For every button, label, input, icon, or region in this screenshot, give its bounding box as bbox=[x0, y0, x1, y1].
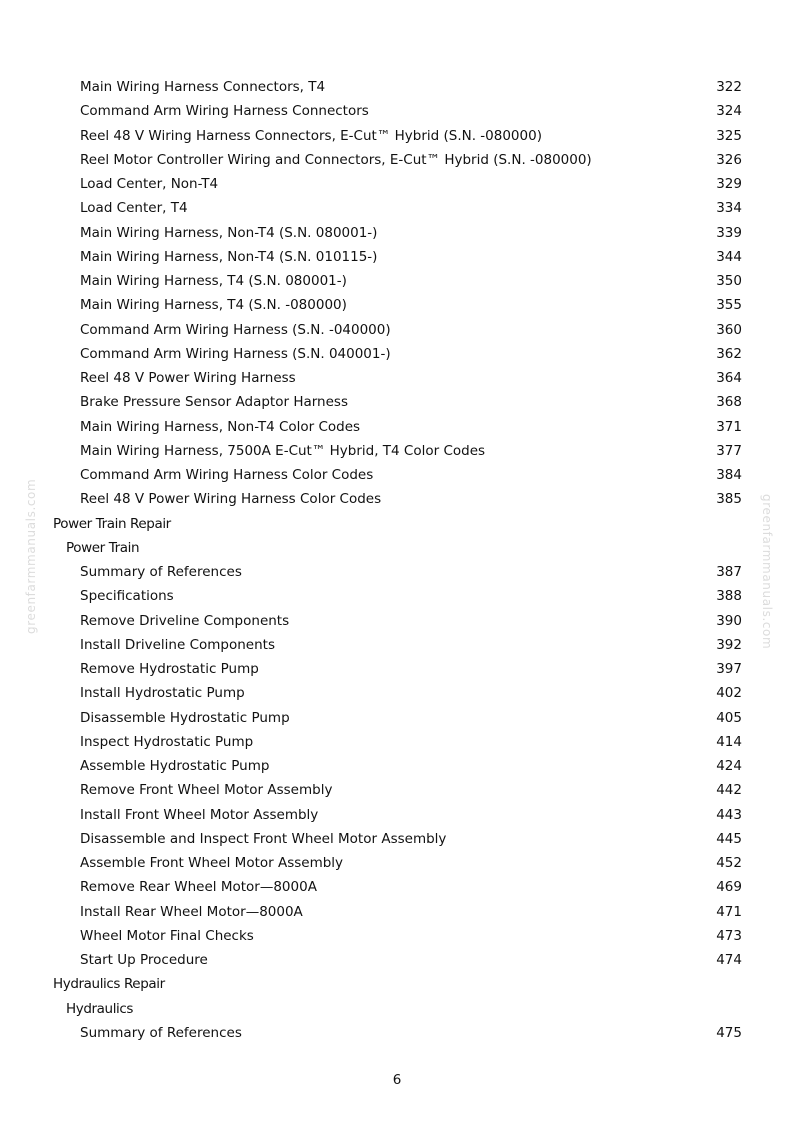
toc-entry[interactable] bbox=[0, 172, 794, 196]
toc-entry[interactable] bbox=[0, 1021, 794, 1045]
toc-entry-page: 339 bbox=[716, 224, 742, 241]
toc-entry-title: Remove Hydrostatic Pump bbox=[80, 661, 259, 677]
toc-entry[interactable] bbox=[0, 487, 794, 511]
toc-entry-page: 325 bbox=[716, 127, 742, 144]
toc-entry[interactable] bbox=[0, 196, 794, 220]
toc-entry-title: Main Wiring Harness, Non-T4 Color Codes bbox=[80, 418, 361, 435]
toc-entry[interactable] bbox=[0, 851, 794, 875]
toc-entry[interactable] bbox=[0, 924, 794, 948]
toc-entry-page: 364 bbox=[716, 370, 742, 386]
toc-entry[interactable] bbox=[0, 657, 794, 681]
toc-entry-title: Main Wiring Harness Connectors, T4 bbox=[80, 79, 326, 95]
toc-entry[interactable] bbox=[0, 681, 794, 705]
toc-entry-page: 324 bbox=[716, 103, 742, 120]
toc-entry-page: 390 bbox=[716, 612, 742, 629]
toc-entry[interactable] bbox=[0, 245, 794, 269]
toc-entry-title: Main Wiring Harness, Non-T4 (S.N. 010115-) bbox=[80, 248, 378, 265]
toc-entry-title: Specifications bbox=[80, 588, 174, 605]
toc-entry-page: 402 bbox=[716, 685, 742, 702]
toc-entry-title: Main Wiring Harness, Non-T4 (S.N. 080001-) bbox=[80, 224, 378, 241]
toc-entry[interactable] bbox=[0, 730, 794, 754]
watermark-left: greenfarmmanuals.com bbox=[24, 478, 38, 634]
toc-entry[interactable] bbox=[0, 778, 794, 802]
toc-entry-page: 371 bbox=[716, 418, 742, 435]
toc-entry-title: Brake Pressure Sensor Adaptor Harness bbox=[80, 394, 348, 411]
toc-entry[interactable] bbox=[0, 706, 794, 730]
toc-entry-page: 469 bbox=[716, 879, 742, 896]
toc-entry-page: 334 bbox=[716, 200, 742, 217]
toc-entry-title: Disassemble Hydrostatic Pump bbox=[80, 709, 290, 726]
toc-entry-page: 322 bbox=[716, 79, 742, 95]
toc-entry-page: 442 bbox=[716, 782, 742, 799]
toc-entry-page: 475 bbox=[716, 1024, 742, 1041]
toc-entry-page: 368 bbox=[716, 394, 742, 411]
toc-entry-title: Assemble Front Wheel Motor Assembly bbox=[80, 855, 344, 871]
toc-entry[interactable] bbox=[0, 948, 794, 972]
toc-entry-page: 452 bbox=[716, 855, 742, 871]
toc-entry[interactable] bbox=[0, 221, 794, 245]
toc-entry-title: Install Driveline Components bbox=[80, 636, 275, 653]
toc-entry-title: Hydraulics Repair bbox=[53, 976, 165, 993]
toc-entry-title: Assemble Hydrostatic Pump bbox=[80, 758, 270, 774]
toc-entry-page: 388 bbox=[716, 588, 742, 605]
toc-entry-page: 387 bbox=[716, 564, 742, 580]
toc-entry-page: 384 bbox=[716, 467, 742, 483]
toc-entry-page: 377 bbox=[716, 442, 742, 459]
toc-entry[interactable] bbox=[0, 463, 794, 487]
toc-entry-title: Hydraulics bbox=[66, 1000, 134, 1017]
toc-entry[interactable] bbox=[0, 900, 794, 924]
toc-entry-page: 385 bbox=[716, 491, 742, 508]
toc-entry[interactable] bbox=[0, 827, 794, 851]
toc-subsection-heading[interactable] bbox=[0, 536, 794, 560]
toc-entry-title: Remove Front Wheel Motor Assembly bbox=[80, 782, 333, 799]
toc-entry[interactable] bbox=[0, 366, 794, 390]
toc-entry-title: Disassemble and Inspect Front Wheel Motor Assembly bbox=[80, 830, 447, 847]
toc-entry[interactable] bbox=[0, 75, 794, 99]
toc-entry-title: Reel 48 V Power Wiring Harness bbox=[80, 370, 296, 386]
toc-entry[interactable] bbox=[0, 342, 794, 366]
toc-entry[interactable] bbox=[0, 390, 794, 414]
toc-entry-title: Install Hydrostatic Pump bbox=[80, 685, 245, 702]
toc-entry-title: Reel Motor Controller Wiring and Connectors, E-Cut™ Hybrid (S.N. -080000) bbox=[80, 151, 592, 168]
toc-entry-page: 474 bbox=[716, 952, 742, 968]
toc-entry-title: Power Train bbox=[66, 539, 140, 556]
toc-entry-page: 350 bbox=[716, 273, 742, 289]
toc-entry-title: Command Arm Wiring Harness (S.N. 040001-) bbox=[80, 345, 391, 362]
toc-entry-title: Remove Rear Wheel Motor—8000A bbox=[80, 879, 317, 896]
toc-entry-title: Summary of References bbox=[80, 1024, 242, 1041]
toc-entry-title: Reel 48 V Wiring Harness Connectors, E-Cut™ Hybrid (S.N. -080000) bbox=[80, 127, 542, 144]
toc-entry[interactable] bbox=[0, 415, 794, 439]
toc-entry[interactable] bbox=[0, 754, 794, 778]
toc-entry[interactable] bbox=[0, 560, 794, 584]
toc-entry-title: Wheel Motor Final Checks bbox=[80, 927, 254, 944]
toc-entry-page: 329 bbox=[716, 176, 742, 192]
toc-entry-page: 471 bbox=[716, 903, 742, 920]
page-number: 6 bbox=[392, 1072, 402, 1088]
toc-section-heading[interactable] bbox=[0, 972, 794, 996]
toc-entry-title: Install Front Wheel Motor Assembly bbox=[80, 806, 319, 823]
toc-entry-page: 473 bbox=[716, 927, 742, 944]
toc-entry-page: 445 bbox=[716, 830, 742, 847]
toc-entry-title: Install Rear Wheel Motor—8000A bbox=[80, 903, 303, 920]
toc-entry[interactable] bbox=[0, 633, 794, 657]
toc-entry[interactable] bbox=[0, 609, 794, 633]
toc-entry-title: Power Train Repair bbox=[53, 515, 171, 532]
toc-entry-page: 355 bbox=[716, 297, 742, 314]
toc-entry[interactable] bbox=[0, 293, 794, 317]
toc-entry-title: Load Center, Non-T4 bbox=[80, 176, 219, 192]
toc-entry[interactable] bbox=[0, 439, 794, 463]
toc-entry-title: Main Wiring Harness, T4 (S.N. 080001-) bbox=[80, 273, 347, 289]
toc-entry-page: 424 bbox=[716, 758, 742, 774]
toc-entry-title: Summary of References bbox=[80, 564, 242, 580]
toc-entry-title: Command Arm Wiring Harness Color Codes bbox=[80, 467, 374, 483]
toc-section-heading[interactable] bbox=[0, 512, 794, 536]
toc-entry-title: Reel 48 V Power Wiring Harness Color Codes bbox=[80, 491, 382, 508]
toc-entry[interactable] bbox=[0, 803, 794, 827]
toc-entry[interactable] bbox=[0, 875, 794, 899]
toc-entry-title: Start Up Procedure bbox=[80, 952, 208, 968]
toc-entry-page: 360 bbox=[716, 321, 742, 338]
toc-entry[interactable] bbox=[0, 318, 794, 342]
watermark-right: greenfarmmanuals.com bbox=[760, 494, 774, 650]
toc-entry-page: 443 bbox=[716, 806, 742, 823]
toc-entry-page: 405 bbox=[716, 709, 742, 726]
toc-entry[interactable] bbox=[0, 148, 794, 172]
toc-entry[interactable] bbox=[0, 269, 794, 293]
toc-entry-title: Remove Driveline Components bbox=[80, 612, 290, 629]
toc-entry-page: 344 bbox=[716, 248, 742, 265]
toc-entry-title: Command Arm Wiring Harness (S.N. -040000) bbox=[80, 321, 391, 338]
toc-entry-page: 362 bbox=[716, 345, 742, 362]
toc-entry[interactable] bbox=[0, 99, 794, 123]
toc-entry[interactable] bbox=[0, 124, 794, 148]
toc-entry-page: 414 bbox=[716, 733, 742, 750]
toc-entry[interactable] bbox=[0, 584, 794, 608]
toc-entry-title: Inspect Hydrostatic Pump bbox=[80, 733, 254, 750]
table-of-contents bbox=[0, 75, 794, 1045]
toc-entry-title: Main Wiring Harness, 7500A E-Cut™ Hybrid, T4 Color Codes bbox=[80, 442, 486, 459]
toc-entry-title: Load Center, T4 bbox=[80, 200, 188, 217]
toc-entry-page: 397 bbox=[716, 661, 742, 677]
toc-entry-page: 326 bbox=[716, 151, 742, 168]
toc-subsection-heading[interactable] bbox=[0, 997, 794, 1021]
toc-entry-title: Command Arm Wiring Harness Connectors bbox=[80, 103, 369, 120]
toc-entry-title: Main Wiring Harness, T4 (S.N. -080000) bbox=[80, 297, 347, 314]
toc-entry-page: 392 bbox=[716, 636, 742, 653]
